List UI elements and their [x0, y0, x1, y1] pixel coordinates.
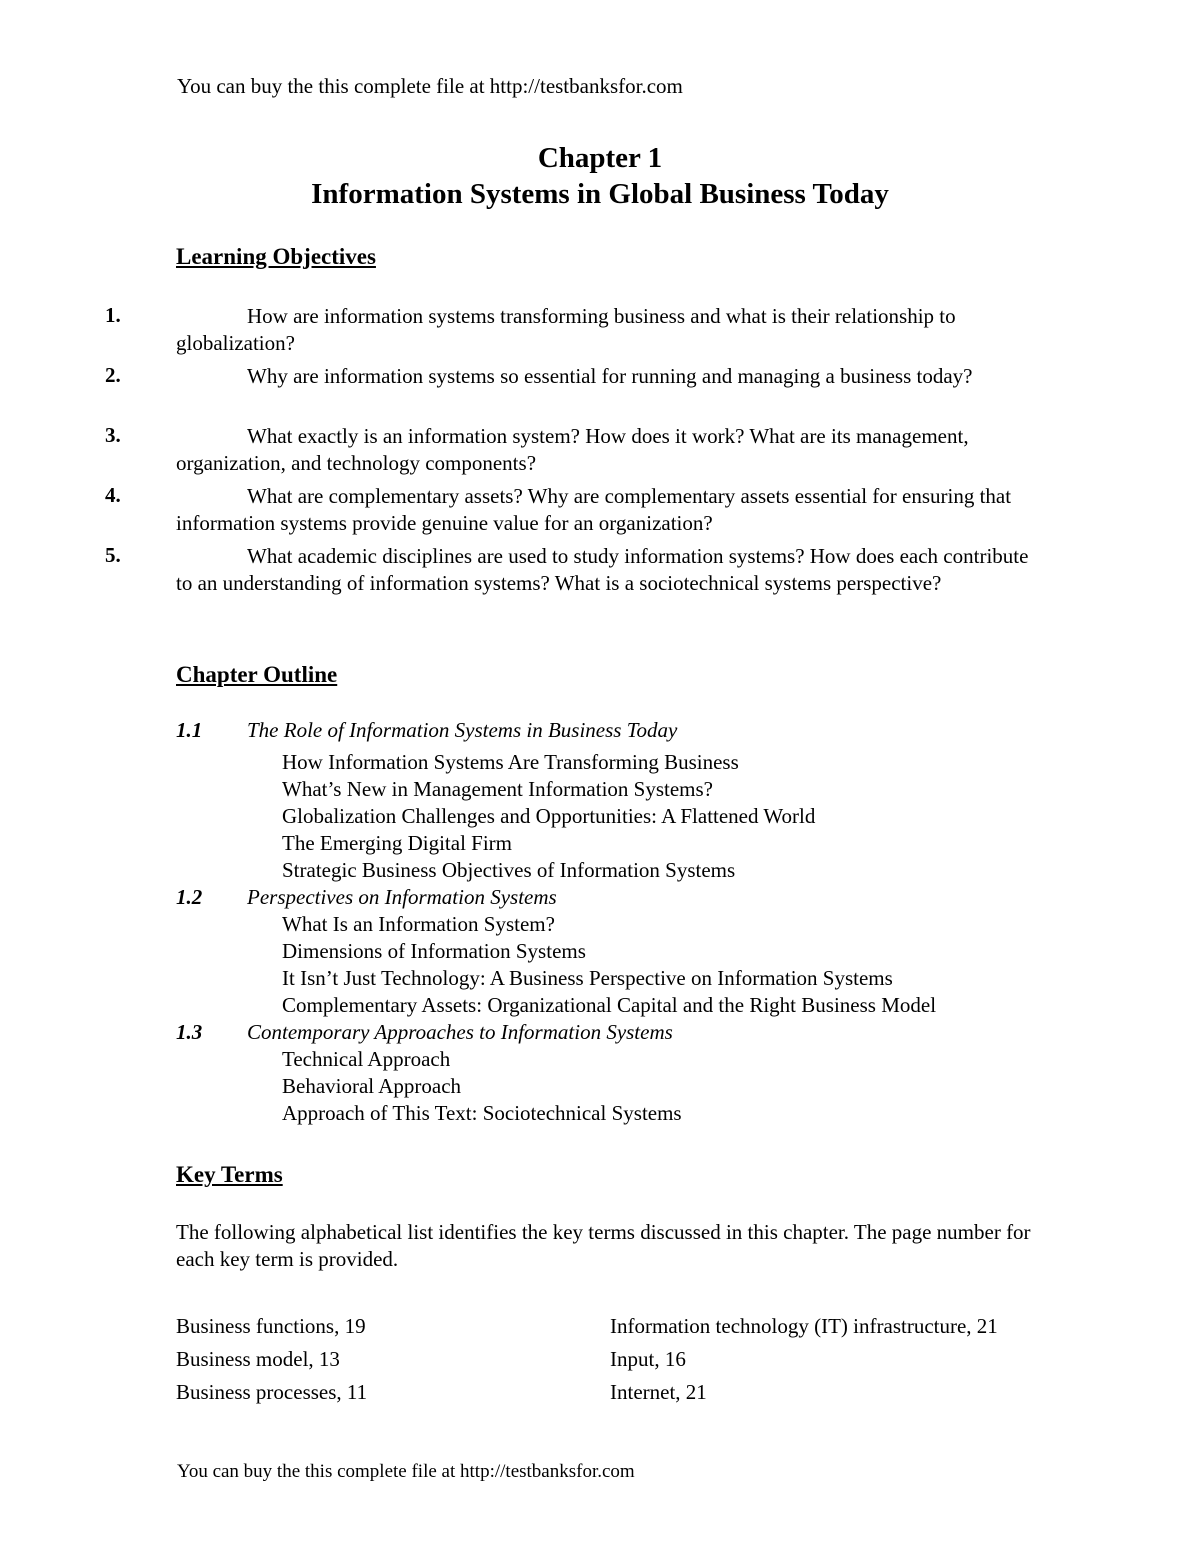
objective-text: [176, 543, 1036, 597]
key-terms-intro: The following alphabetical list identifies the key terms discussed in this chapter. The page number for each key term is provided.: [176, 1220, 1031, 1271]
objective-text: [176, 303, 1036, 357]
key-term: Input, 16: [610, 1347, 686, 1371]
outline-subsection: Dimensions of Information Systems: [282, 939, 586, 963]
key-term: Business processes, 11: [176, 1380, 368, 1404]
learning-objectives-heading: Learning Objectives: [176, 244, 376, 269]
outline-section-number: 1.3: [176, 1020, 203, 1044]
outline-subsection: Technical Approach: [282, 1047, 451, 1071]
objective-text: [176, 363, 1036, 390]
outline-section-number: 1.1: [176, 718, 203, 742]
key-term: Business model, 13: [176, 1347, 340, 1371]
outline-subsection: It Isn’t Just Technology: A Business Perspective on Information Systems: [282, 966, 893, 990]
outline-subsection: Strategic Business Objectives of Information Systems: [282, 858, 736, 882]
outline-subsection: Approach of This Text: Sociotechnical Systems: [282, 1101, 682, 1125]
objective-number: 1.: [105, 303, 121, 327]
key-term: Internet, 21: [610, 1380, 707, 1404]
outline-subsection: What Is an Information System?: [282, 912, 555, 936]
objective-number: 5.: [105, 543, 121, 567]
objective-text-content: What academic disciplines are used to study information systems? How does each contribute to an understanding of information systems? What is a sociotechnical systems perspective?: [176, 544, 1029, 595]
chapter-outline-heading: Chapter Outline: [176, 662, 338, 687]
objective-text: [176, 483, 1036, 537]
chapter-number: Chapter 1: [537, 142, 663, 174]
key-term: Business functions, 19: [176, 1314, 366, 1338]
outline-section-title: Perspectives on Information Systems: [247, 885, 557, 909]
outline-section-title: The Role of Information Systems in Business Today: [247, 718, 678, 742]
key-terms-heading: Key Terms: [176, 1162, 283, 1187]
outline-subsection: What’s New in Management Information Systems?: [282, 777, 713, 801]
objective-text-content: What exactly is an information system? How does it work? What are its management, organization, and technology components?: [176, 424, 969, 475]
footer-note: You can buy the this complete file at http://testbanksfor.com: [177, 1461, 635, 1482]
objective-text: [176, 423, 1036, 477]
objective-text-content: How are information systems transforming business and what is their relationship to globalization?: [176, 304, 956, 355]
outline-subsection: The Emerging Digital Firm: [282, 831, 512, 855]
key-term: Information technology (IT) infrastructure, 21: [610, 1314, 998, 1338]
outline-subsection: Globalization Challenges and Opportunities: A Flattened World: [282, 804, 816, 828]
objective-text-content: Why are information systems so essential for running and managing a business today?: [247, 364, 973, 388]
outline-section-title: Contemporary Approaches to Information Systems: [247, 1020, 673, 1044]
objective-number: 2.: [105, 363, 121, 387]
outline-section-number: 1.2: [176, 885, 203, 909]
outline-subsection: Complementary Assets: Organizational Capital and the Right Business Model: [282, 993, 937, 1017]
outline-subsection: Behavioral Approach: [282, 1074, 462, 1098]
objective-number: 4.: [105, 483, 121, 507]
objective-number: 3.: [105, 423, 121, 447]
chapter-title: Information Systems in Global Business Today: [311, 178, 889, 210]
objective-text-content: What are complementary assets? Why are complementary assets essential for ensuring that information systems provide genuine value for an organization?: [176, 484, 1012, 535]
header-note: You can buy the this complete file at http://testbanksfor.com: [177, 74, 683, 98]
outline-subsection: How Information Systems Are Transforming Business: [282, 750, 739, 774]
